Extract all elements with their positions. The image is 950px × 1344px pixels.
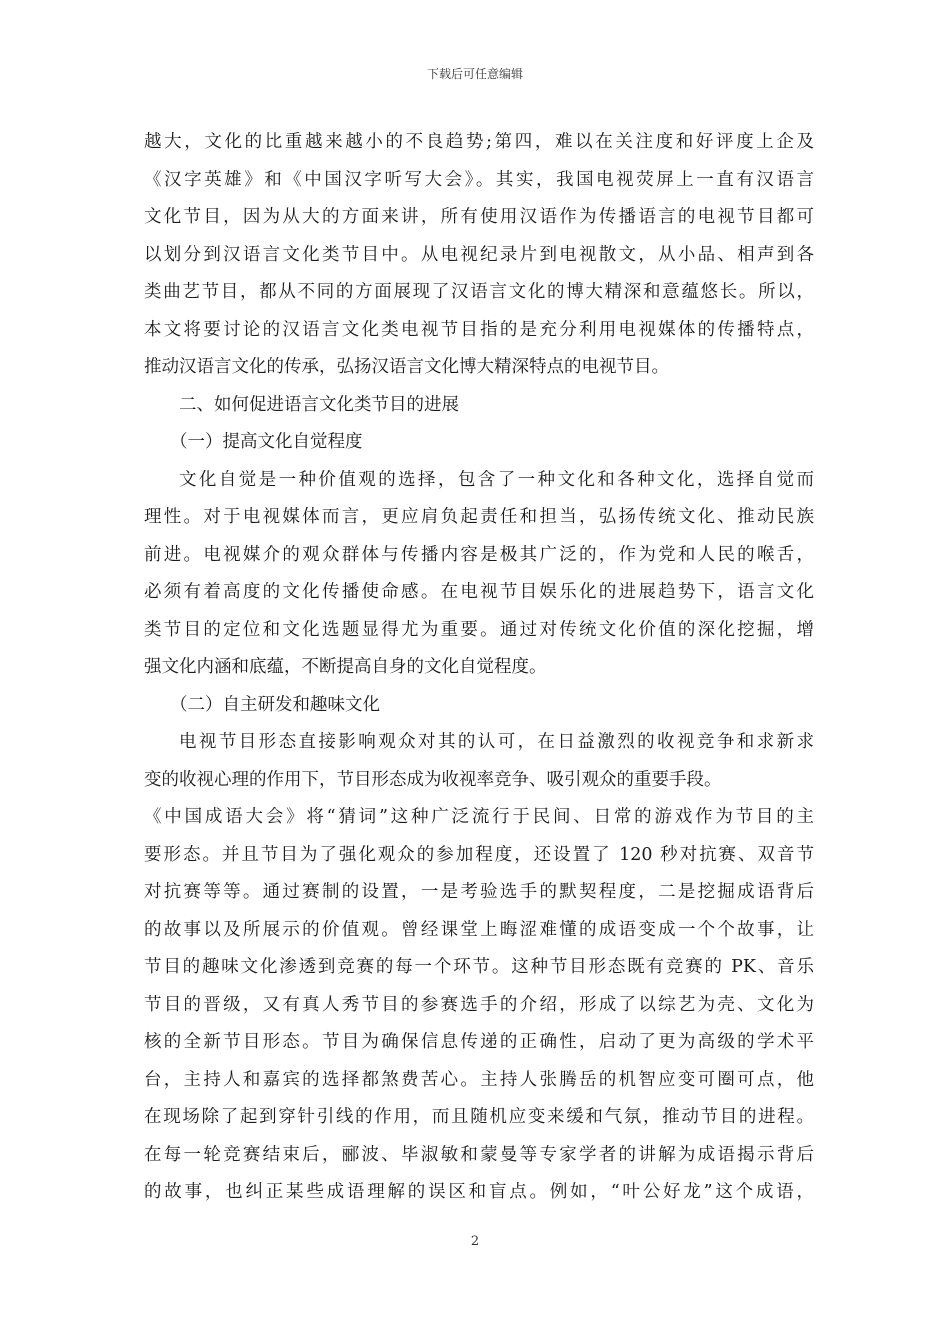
page-header: 下载后可任意编辑 — [426, 67, 523, 81]
section-heading: 二、如何促进语言文化类节目的进展 — [179, 394, 459, 415]
text-line: 越大，文化的比重越来越小的不良趋势;第四，难以在关注度和好评度上企及 — [144, 132, 814, 152]
page-number: 2 — [470, 1234, 480, 1249]
text-line: 节目的晋级，又有真人秀节目的参赛选手的介绍，形成了以综艺为壳、文化为 — [144, 994, 814, 1015]
text-line: 要形态。并且节目为了强化观众的参加程度，还设置了 120 秒对抗赛、双音节 — [144, 844, 814, 865]
paragraph — [144, 124, 814, 387]
text-line: 强文化内涵和底蕴，不断提高自身的文化自觉程度。 — [144, 657, 547, 677]
document-body — [144, 124, 814, 1212]
text-line: 《汉字英雄》和《中国汉字听写大会》。其实，我国电视荧屏上一直有汉语言 — [144, 169, 814, 190]
text-line: 在现场除了起到穿针引线的作用，而且随机应变来缓和气氛，推动节目的进程。 — [144, 1107, 814, 1127]
text-line: 本文将要讨论的汉语言文化类电视节目指的是充分利用电视媒体的传播特点， — [144, 319, 814, 340]
subsection-heading: （一）提高文化自觉程度 — [170, 432, 363, 452]
text-line: 类节目的定位和文化选题显得尤为重要。通过对传统文化价值的深化挖掘，增 — [144, 619, 814, 640]
text-line: 节目的趣味文化渗透到竞赛的每一个环节。这种节目形态既有竞赛的 PK、音乐 — [144, 957, 814, 977]
text-line: 文化节目，因为从大的方面来讲，所有使用汉语作为传播语言的电视节目都可 — [144, 207, 814, 227]
text-line: 前进。电视媒介的观众群体与传播内容是极其广泛的，作为党和人民的喉舌， — [144, 544, 814, 565]
text-line: 类曲艺节目，都从不同的方面展现了汉语言文化的博大精深和意蕴悠长。所以， — [144, 282, 814, 302]
text-line: 以划分到汉语言文化类节目中。从电视纪录片到电视散文，从小品、相声到各 — [144, 244, 814, 265]
text-line: 理性。对于电视媒体而言，更应肩负起责任和担当，弘扬传统文化、推动民族 — [144, 507, 814, 527]
text-line: 电视节目形态直接影响观众对其的认可，在日益激烈的收视竞争和求新求 — [179, 732, 814, 752]
text-line: 《中国成语大会》将“猜词”这种广泛流行于民间、日常的游戏作为节目的主 — [144, 807, 814, 827]
text-line: 在每一轮竞赛结束后，郦波、毕淑敏和蒙曼等专家学者的讲解为成语揭示背后 — [144, 1144, 814, 1165]
text-line: 的故事，也纠正某些成语理解的误区和盲点。例如，“叶公好龙”这个成语， — [144, 1182, 814, 1202]
text-line: 文化自觉是一种价值观的选择，包含了一种文化和各种文化，选择自觉而 — [179, 469, 814, 490]
text-line: 必须有着高度的文化传播使命感。在电视节目娱乐化的进展趋势下，语言文化 — [144, 582, 814, 602]
paragraph — [144, 724, 814, 1212]
subsection-heading: （二）自主研发和趣味文化 — [170, 694, 380, 715]
text-line: 推动汉语言文化的传承，弘扬汉语言文化博大精深特点的电视节目。 — [144, 357, 669, 377]
text-line: 变的收视心理的作用下，节目形态成为收视率竞争、吸引观众的重要手段。 — [144, 769, 722, 790]
text-line: 的故事以及所展示的价值观。曾经课堂上晦涩难懂的成语变成一个个故事，让 — [144, 919, 814, 940]
text-line: 核的全新节目形态。节目为确保信息传递的正确性，启动了更为高级的学术平 — [144, 1032, 814, 1052]
text-line: 对抗赛等等。通过赛制的设置，一是考验选手的默契程度，二是挖掘成语背后 — [144, 882, 814, 902]
text-line: 台，主持人和嘉宾的选择都煞费苦心。主持人张腾岳的机智应变可圈可点，他 — [144, 1069, 814, 1090]
paragraph — [144, 462, 814, 687]
